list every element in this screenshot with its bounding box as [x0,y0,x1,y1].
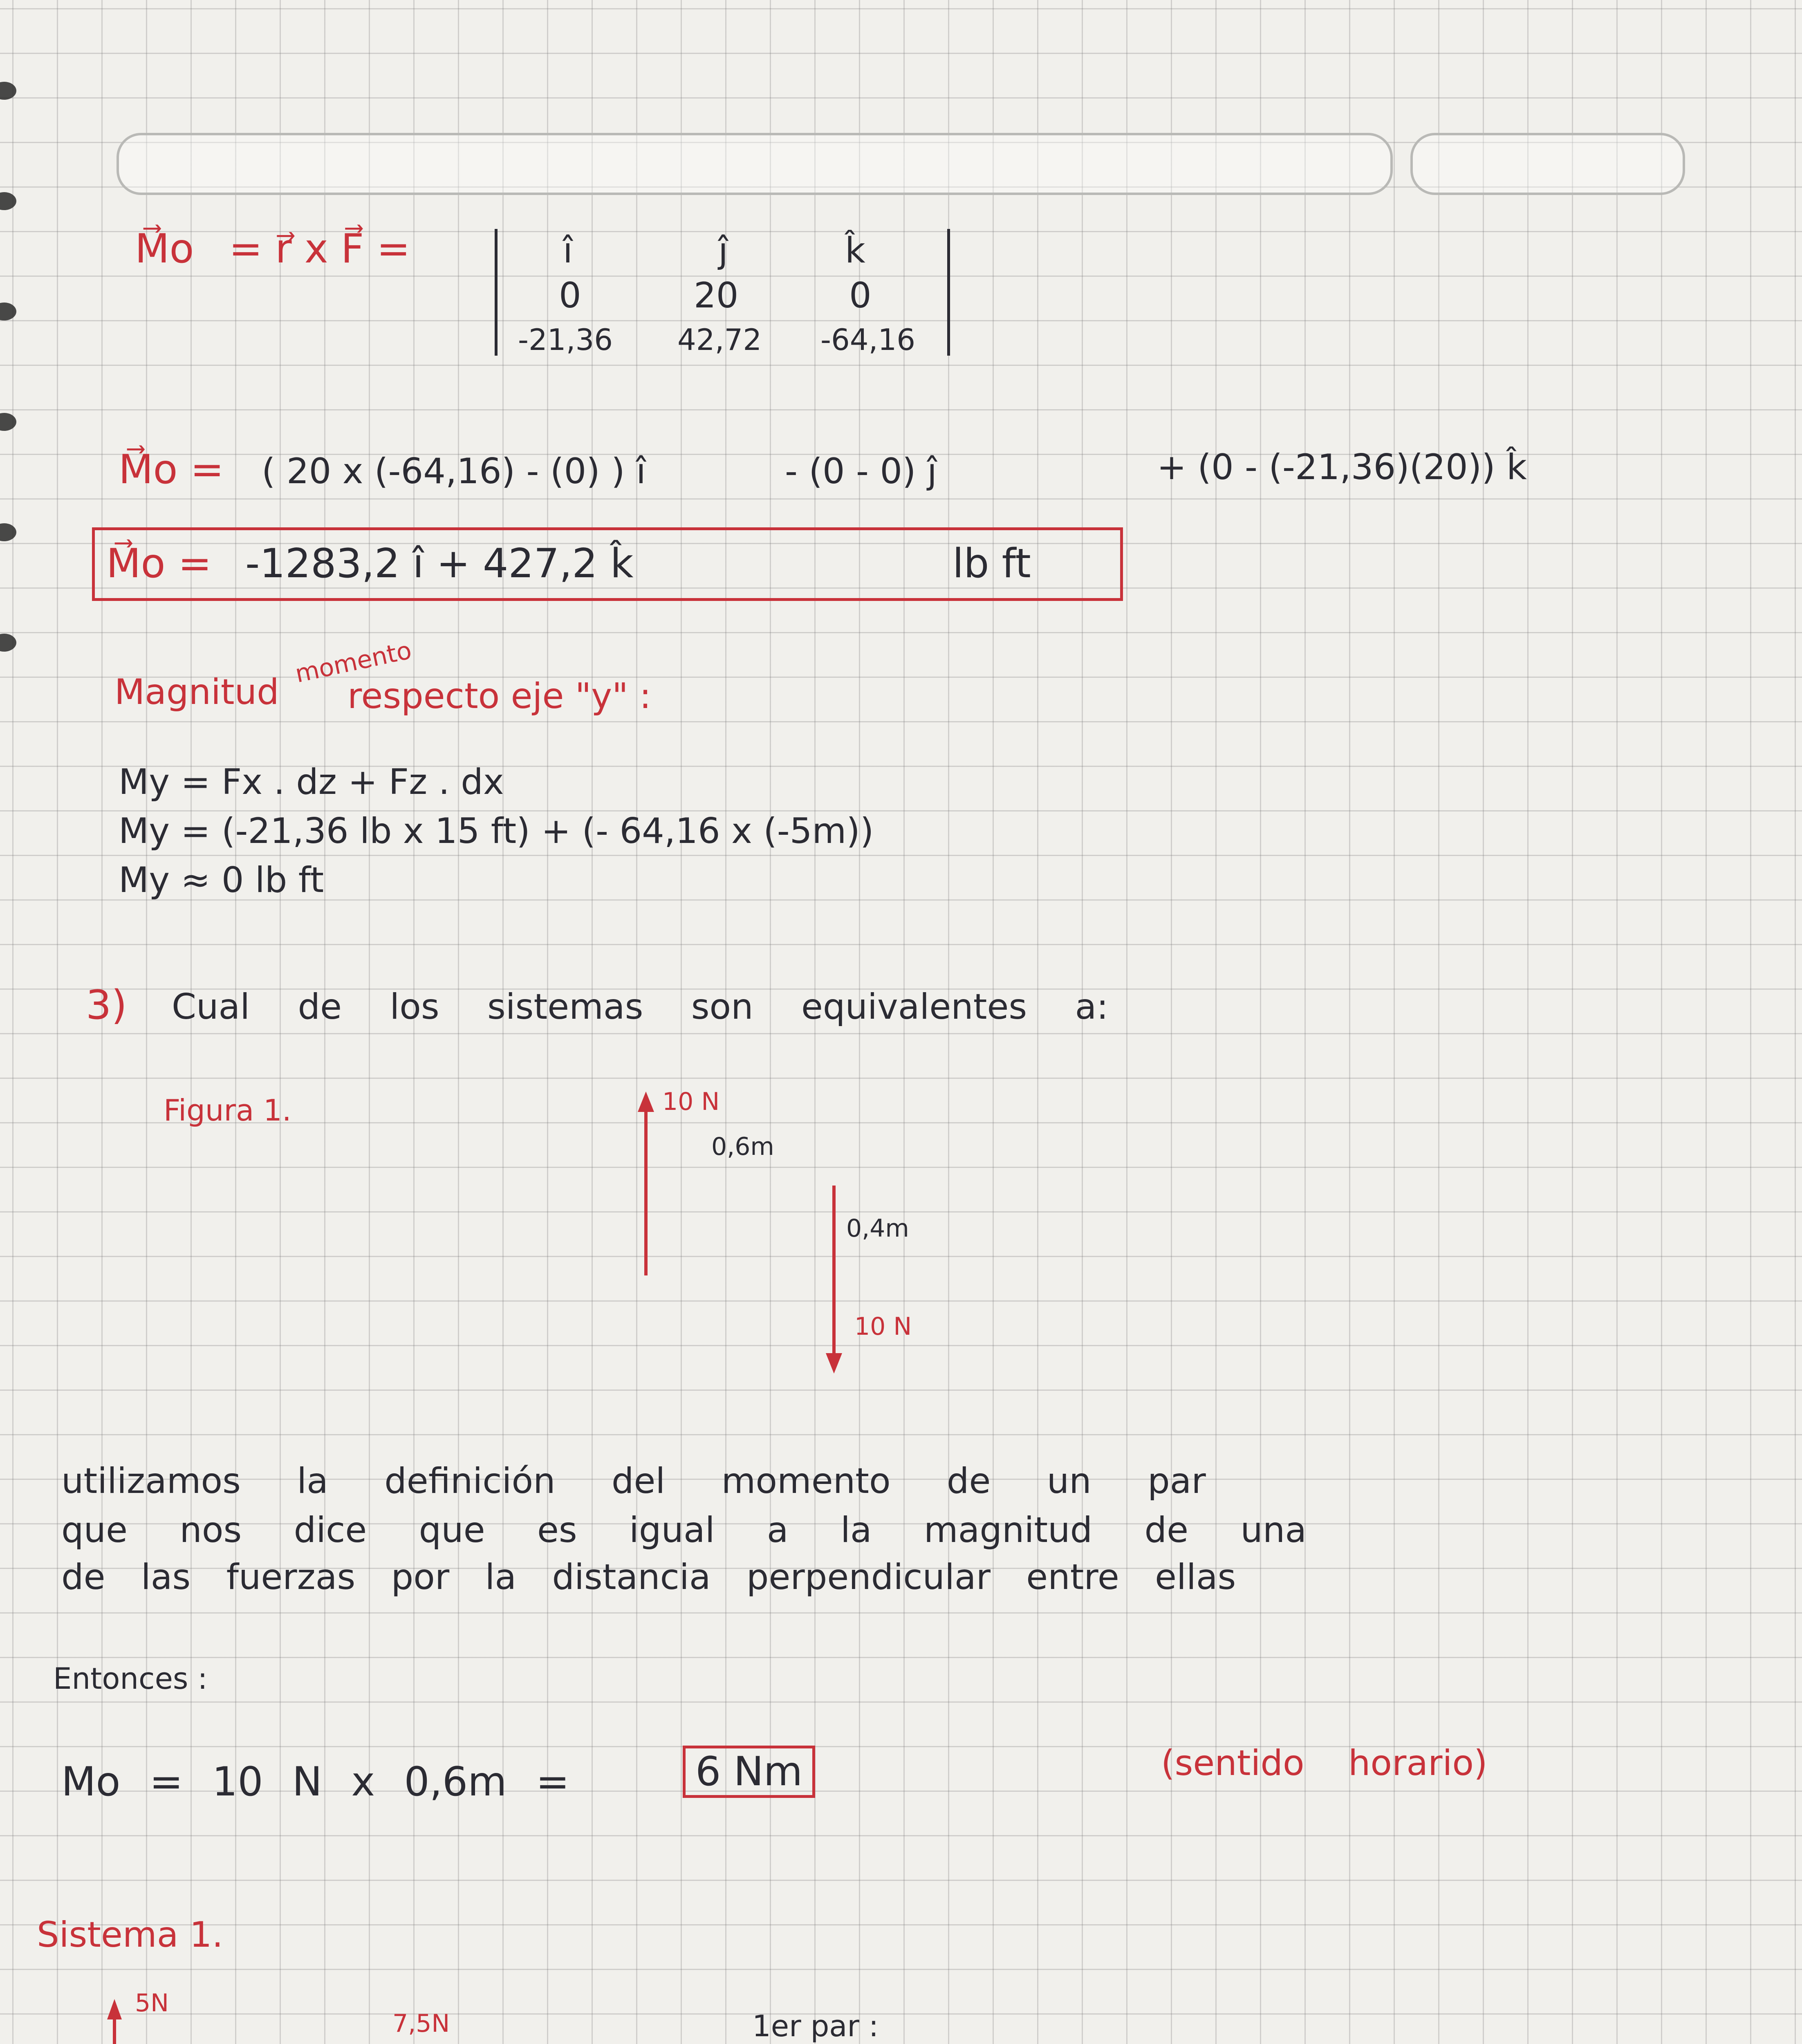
my-line-2: My = (-21,36 lb x 15 ft) + (- 64,16 x (-5m)) [119,811,874,852]
question-number: 3) [86,982,127,1029]
definition-line-1: utilizamos la definición del momento de un par [61,1461,1206,1502]
fig-horizontal-distance: 0,6m [711,1132,774,1161]
fig-force-down-label: 10 N [854,1312,912,1341]
matrix-r-y: 20 [694,275,739,316]
result-lhs: M⃗o = [106,540,212,587]
fig-vertical-distance: 0,4m [846,1214,909,1243]
matrix-k: k̂ [845,230,865,271]
figure-1-label: Figura 1. [164,1093,291,1127]
first-pair-label: 1er par : [752,2009,879,2043]
question-text: Cual de los sistemas son equivalentes a: [172,986,1109,1027]
magnitude-heading-sup: momento [292,636,414,689]
matrix-f-y: 42,72 [677,323,762,357]
matrix-j: ĵ [718,230,728,271]
cross-product-equation: = r⃗ x F⃗ = [229,226,410,272]
matrix-f-z: -64,16 [820,323,916,357]
matrix-i: î [563,230,573,271]
my-line-3: My ≈ 0 lb ft [119,860,324,901]
result-value: -1283,2 î + 427,2 k̂ [245,540,634,587]
my-line-1: My = Fx . dz + Fz . dx [119,762,504,802]
moment-vector-label: M⃗o [135,226,194,272]
system1-force-right: 7,5N [392,2009,450,2038]
expansion-i-term: ( 20 x (-64,16) - (0) ) î [262,451,646,492]
fig-force-up-label: 10 N [662,1087,720,1116]
matrix-f-x: -21,36 [518,323,613,357]
rotation-sense: (sentido horario) [1161,1743,1488,1784]
then-label: Entonces : [53,1661,208,1696]
matrix-r-z: 0 [849,275,872,316]
magnitude-heading: Magnitud [114,672,279,713]
moment-equation-result: 6 Nm [683,1746,815,1798]
matrix-r-x: 0 [559,275,581,316]
expansion-k-term: + (0 - (-21,36)(20)) k̂ [1157,447,1527,488]
moment-equation: Mo = 10 N x 0,6m = [61,1759,569,1805]
expansion-lhs: M⃗o = [119,446,224,493]
system1-force-top: 5N [135,1989,169,2017]
definition-line-2: que nos dice que es igual a la magnitud de una [61,1510,1307,1551]
result-unit: lb ft [953,540,1031,587]
expansion-j-term: - (0 - 0) ĵ [785,451,937,492]
definition-line-3: de las fuerzas por la distancia perpendicular entre ellas [61,1557,1236,1598]
magnitude-heading-rest: respecto eje "y" : [347,676,652,717]
system-1-title: Sistema 1. [37,1914,223,1955]
